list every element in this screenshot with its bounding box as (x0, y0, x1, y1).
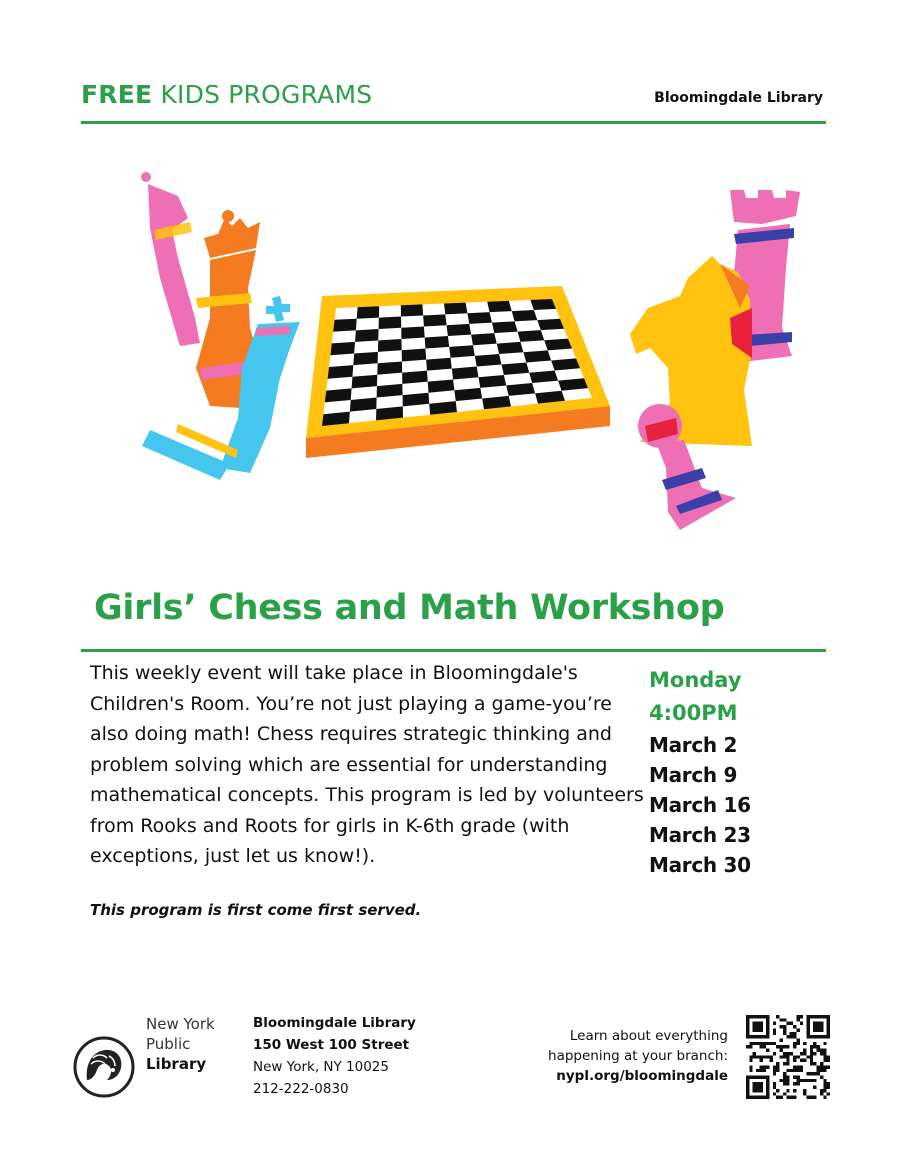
chessboard-icon (306, 286, 610, 458)
chessboard-dark-square (353, 352, 378, 365)
chessboard-dark-square (492, 321, 518, 333)
chessboard-dark-square (512, 310, 538, 321)
chessboard-dark-square (402, 349, 427, 362)
address-phone: 212-222-0830 (253, 1081, 349, 1097)
chess-illustration (140, 168, 820, 533)
schedule-date: March 9 (649, 763, 738, 787)
schedule-time: 4:00PM (649, 701, 738, 725)
chessboard-dark-square (328, 365, 354, 379)
chessboard-dark-square (357, 306, 379, 319)
chessboard-dark-square (378, 339, 402, 352)
nypl-wordmark-line: New York (146, 1015, 215, 1033)
schedule-date: March 2 (649, 733, 738, 757)
chessboard-dark-square (402, 371, 428, 384)
event-title: Girls’ Chess and Math Workshop (94, 588, 725, 628)
chessboard-dark-square (530, 299, 556, 310)
chessboard-dark-square (377, 361, 402, 374)
first-come-note: This program is first come first served. (90, 901, 422, 919)
left-chess-pieces-icon (141, 172, 300, 480)
chessboard-dark-square (475, 354, 502, 367)
nypl-wordmark (146, 1014, 215, 1074)
chessboard-dark-square (355, 329, 379, 342)
chessboard-dark-square (471, 333, 497, 345)
qr-code-icon[interactable] (746, 1015, 830, 1099)
chessboard-dark-square (444, 303, 467, 315)
chessboard-dark-square (518, 330, 545, 342)
chessboard-dark-square (352, 375, 378, 389)
address-name: Bloomingdale Library (253, 1015, 416, 1031)
chessboard-dark-square (467, 312, 492, 324)
chessboard-dark-square (426, 358, 452, 371)
chessboard-dark-square (523, 350, 551, 362)
header-title (81, 80, 372, 109)
chessboard-dark-square (425, 336, 450, 349)
chessboard-dark-square (537, 319, 564, 330)
header-title-free: FREE (81, 80, 153, 109)
event-schedule (649, 664, 819, 880)
address-city: New York, NY 10025 (253, 1059, 389, 1075)
schedule-date: March 23 (649, 823, 751, 847)
header (81, 80, 825, 124)
learn-more (548, 1026, 728, 1086)
chessboard-dark-square (401, 304, 423, 316)
chessboard-dark-square (544, 339, 572, 351)
nypl-lion-logo-icon (73, 1036, 135, 1098)
branch-url-link[interactable]: nypl.org/bloomingdale (556, 1068, 728, 1084)
chessboard-dark-square (501, 362, 529, 375)
title-divider (81, 649, 826, 652)
branch-address (253, 1012, 416, 1100)
chessboard-dark-square (497, 342, 524, 354)
chessboard-dark-square (487, 301, 512, 312)
chessboard-dark-square (401, 326, 424, 339)
header-divider (81, 121, 826, 124)
address-street: 150 West 100 Street (253, 1037, 410, 1053)
chessboard-dark-square (452, 367, 479, 380)
learn-more-line: Learn about everything (569, 1028, 728, 1044)
event-description: This weekly event will take place in Bloomingdale's Children's Room. You’re not just playing a game-you’re also doing math! Chess requires strategic thinking and problem solving which are essential for understanding mathematical concepts. This program is led by volunteers from Rooks and Roots for girls in K-6th grade (with exceptions, just let us know!). (90, 662, 644, 867)
chessboard-dark-square (447, 324, 472, 336)
nypl-wordmark-line: Public (146, 1035, 191, 1053)
chessboard-dark-square (423, 314, 446, 326)
schedule-date: March 16 (649, 793, 751, 817)
schedule-date: March 30 (649, 853, 751, 877)
nypl-wordmark-line: Library (146, 1055, 207, 1073)
right-chess-pieces-icon (630, 190, 800, 530)
chessboard-dark-square (449, 345, 475, 358)
header-title-rest: KIDS PROGRAMS (160, 80, 373, 109)
schedule-day: Monday (649, 668, 742, 692)
header-branch-name: Bloomingdale Library (654, 90, 823, 106)
chessboard-dark-square (330, 342, 355, 355)
chessboard-dark-square (379, 317, 402, 330)
learn-more-line: happening at your branch: (548, 1048, 728, 1064)
chessboard-dark-square (333, 319, 357, 332)
